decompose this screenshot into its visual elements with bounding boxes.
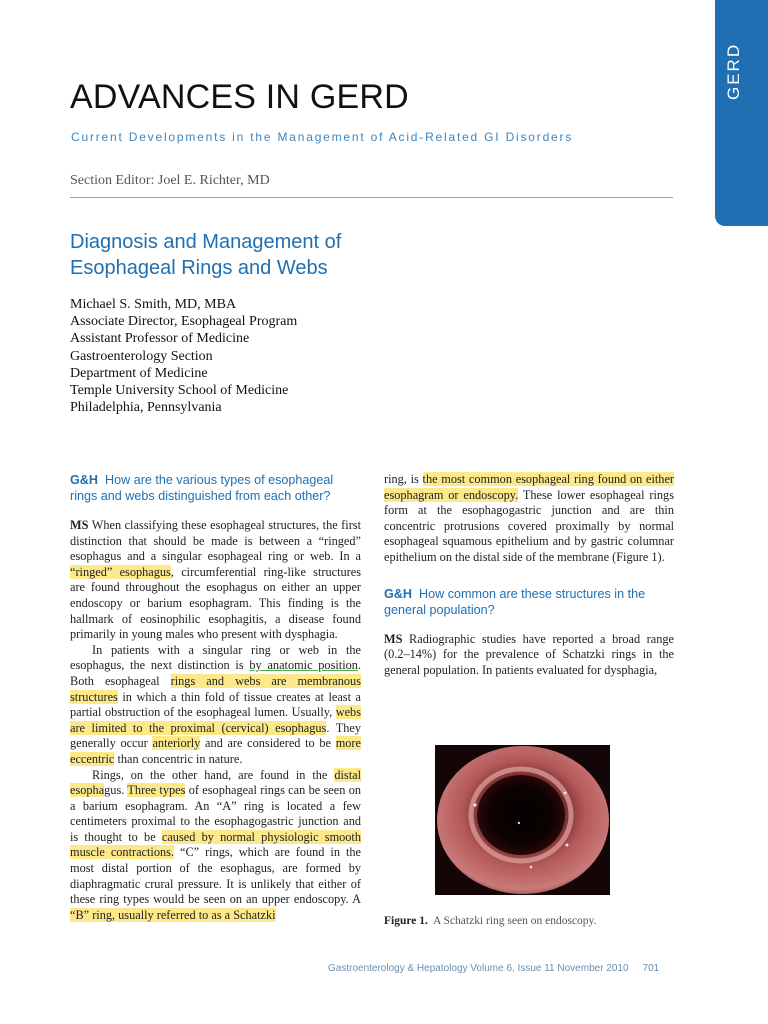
journal-citation: Gastroenterology & Hepatology Volume 6, Issue 11 November 2010	[328, 963, 629, 974]
text-run: ring, is	[384, 472, 423, 486]
affiliation-line: Philadelphia, Pennsylvania	[70, 400, 222, 416]
underlined-text: by anatomic position	[249, 658, 358, 673]
page-number: 701	[642, 963, 660, 974]
text-run: These lower esophageal rings form at the esophagogastric junction and are thin concentric protrusions covered proximally by normal esophageal squamous epithelium and by gastric columnar epithelium on the distal side of the membrane (Figure 1).	[384, 487, 674, 564]
highlight: webs are limited to the proximal (cervical) esophagus	[70, 705, 361, 735]
highlight: “B” ring, usually referred to as a Schatzki	[70, 907, 276, 922]
section-tab	[715, 0, 768, 226]
highlight: caused by normal physiologic smooth muscle contractions.	[70, 829, 362, 860]
text-run: of esophageal rings can be seen on a barium esophagram. An “A” ring is located a few centimeters proximal to the esophagogastric junction and is thought to be	[70, 783, 361, 844]
article-title	[70, 229, 430, 281]
light-reflection	[518, 822, 520, 824]
section-editor: Section Editor: Joel E. Richter, MD	[70, 173, 270, 188]
affiliation-line: Associate Director, Esophageal Program	[70, 314, 298, 330]
highlight: more eccentric	[70, 736, 361, 766]
author-name: Michael S. Smith, MD, MBA	[70, 297, 237, 312]
affiliation-line: Department of Medicine	[70, 365, 208, 381]
light-reflection	[473, 803, 476, 806]
text-run: . Both esophageal	[70, 658, 361, 688]
page-footer	[328, 963, 659, 974]
text-run: than concentric in nature.	[114, 751, 243, 766]
text-run: . They generally occur	[70, 720, 361, 751]
text-run: Radiographic studies have reported a broad range (0.2–14%) for the prevalence of Schatzki rings in the general population. In patients evaluated for dysphagia,	[384, 631, 674, 677]
affiliation-line: Temple University School of Medicine	[70, 383, 289, 399]
question-tag: G&H	[70, 473, 98, 487]
question-text: How are the various types of esophageal rings and webs distinguished from each other?	[70, 473, 334, 503]
text-run: and are considered to be	[200, 736, 336, 751]
light-reflection	[530, 866, 533, 869]
highlight: anteriorly	[152, 736, 201, 751]
figure-caption	[384, 915, 596, 927]
answer-paragraph-3	[70, 768, 361, 924]
highlight: the most common esophageal ring found on either esophagram or endoscopy.	[384, 472, 675, 502]
affiliation-line: Gastroenterology Section	[70, 348, 213, 364]
answer-lead: MS	[384, 631, 403, 646]
text-run: , circumferential ring-like structures are found throughout the esophagus on either an upper endoscopy or barium esophagram. This finding is the hallmark of eosinophilic esophagitis, a disease found primarily in young males who present with dysphagia.	[70, 564, 361, 642]
question-1	[70, 472, 361, 504]
highlight: distal esopha	[70, 767, 361, 798]
section-tab-label-box	[720, 42, 748, 104]
answer-paragraph-5	[384, 632, 674, 679]
text-run: Rings, on the other hand, are found in the	[92, 767, 335, 782]
text-run: In patients with a singular ring or web in the esophagus, the next distinction is	[70, 642, 361, 673]
text-run: in which a thin fold of tissue creates at least a partial obstruction of the esophageal lumen. Usually,	[70, 689, 361, 720]
right-column	[384, 472, 674, 678]
question-text: How common are these structures in the general population?	[384, 586, 646, 617]
journal-section-subtitle: Current Developments in the Management of Acid-Related GI Disorders	[71, 130, 574, 144]
endoscopy-illustration	[435, 745, 610, 895]
question-tag: G&H	[384, 586, 412, 601]
header-divider	[70, 197, 673, 198]
highlight: “ringed” esophagus	[70, 564, 171, 579]
figure-label: Figure 1.	[384, 915, 428, 927]
article-title-line-2: Esophageal Rings and Webs	[70, 257, 328, 279]
endoscopy-photo	[435, 745, 610, 895]
text-run: “C” rings, which are found in the most distal portion of the esophagus, are formed by diaphragmatic crural pressure. It is unlikely that either of these ring types would be seen on an upper endoscopy. A	[70, 845, 362, 907]
text-run: When classifying these esophageal structures, the first distinction that should be made is between a “ringed” esophagus and a singular esophageal ring or web. In a	[70, 518, 361, 564]
author-block	[70, 296, 297, 416]
answer-paragraph-2	[70, 643, 361, 768]
esophageal-lumen	[477, 775, 565, 855]
light-reflection	[566, 844, 569, 847]
highlight: rings and webs are membranous structures	[70, 673, 361, 704]
answer-paragraph-1	[70, 518, 361, 643]
affiliation-line: Assistant Professor of Medicine	[70, 331, 250, 347]
text-run: gus.	[104, 783, 128, 798]
journal-section-title: ADVANCES IN GERD	[70, 78, 409, 116]
question-2	[384, 586, 674, 618]
answer-lead: MS	[70, 518, 89, 532]
section-tab-label: GERD	[724, 42, 743, 100]
answer-paragraph-4	[384, 472, 674, 566]
article-title-line-1: Diagnosis and Management of	[70, 231, 342, 253]
left-column	[70, 472, 361, 923]
highlight: Three types	[127, 783, 186, 798]
light-reflection	[564, 792, 567, 795]
figure-caption-text: A Schatzki ring seen on endoscopy.	[433, 915, 597, 927]
